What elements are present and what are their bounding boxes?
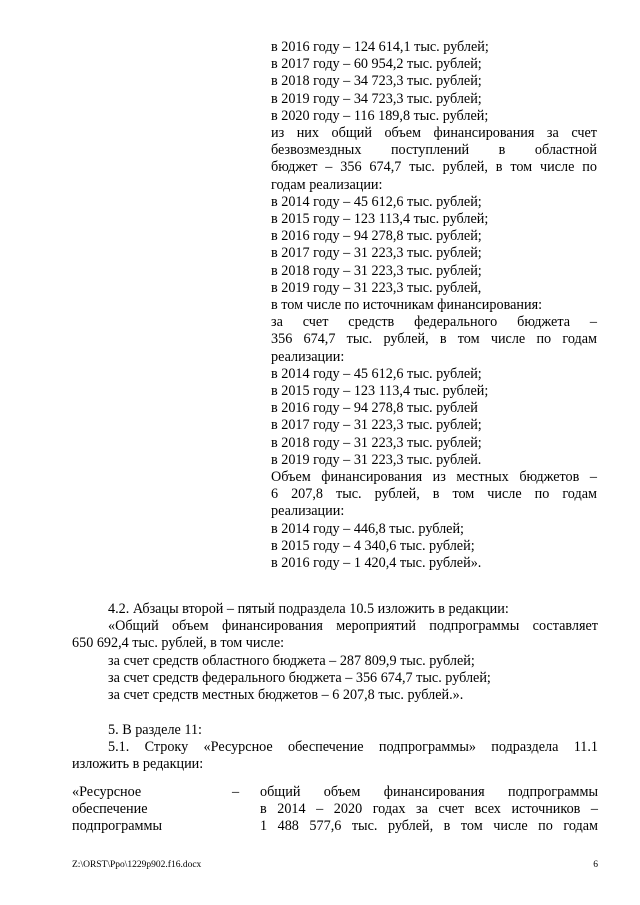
text-line: бюджет – 356 674,7 тыс. рублей, в том числе по: [271, 159, 597, 176]
paragraph-line: 650 692,4 тыс. рублей, в том числе:: [72, 635, 285, 652]
section-heading: 4.2. Абзацы второй – пятый подраздела 10.5 изложить в редакции:: [108, 601, 509, 617]
section-5: [72, 722, 598, 774]
text-line: в 2017 году – 60 954,2 тыс. рублей;: [271, 56, 482, 73]
text-line: в 2018 году – 31 223,3 тыс. рублей;: [271, 434, 482, 451]
text-line: годам реализации:: [271, 176, 383, 193]
value-line: общий объем финансирования подпрограммы: [260, 784, 598, 800]
text-line: в 2016 году – 94 278,8 тыс. рублей: [271, 400, 478, 417]
separator-dash: –: [232, 784, 240, 800]
paragraph-line: изложить в редакции:: [72, 756, 204, 773]
text-line: в 2017 году – 31 223,3 тыс. рублей;: [271, 417, 482, 434]
text-line: 6 207,8 тыс. рублей, в том числе по годам: [271, 486, 597, 503]
section-4-2: [72, 601, 598, 704]
row-label: [72, 784, 192, 836]
text-line: в 2016 году – 94 278,8 тыс. рублей;: [271, 228, 482, 245]
text-line: Объем финансирования из местных бюджетов –: [271, 469, 597, 486]
value-line: в 2014 – 2020 годах за счет всех источников –: [260, 801, 598, 818]
row-value: [260, 784, 598, 836]
funding-details-column: [271, 39, 597, 572]
file-path: Z:\ORST\Ppo\1229p902.f16.docx: [72, 860, 202, 870]
text-line: в 2019 году – 31 223,3 тыс. рублей.: [271, 451, 482, 468]
text-line: в 2018 году – 34 723,3 тыс. рублей;: [271, 73, 482, 90]
label-line: «Ресурсное: [72, 784, 142, 800]
text-line: в 2015 году – 4 340,6 тыс. рублей;: [271, 537, 475, 554]
text-line: в 2019 году – 31 223,3 тыс. рублей,: [271, 279, 482, 296]
value-line: 1 488 577,6 тыс. рублей, в том числе по годам: [260, 818, 598, 835]
text-line: за счет средств федерального бюджета –: [271, 314, 597, 331]
label-line: подпрограммы: [72, 818, 162, 835]
text-line: реализации:: [271, 503, 345, 520]
list-item: за счет средств областного бюджета – 287 809,9 тыс. рублей;: [108, 652, 475, 669]
paragraph-line: 5.1. Строку «Ресурсное обеспечение подпрограммы» подраздела 11.1: [108, 739, 598, 756]
label-line: обеспечение: [72, 801, 148, 818]
page-number: 6: [593, 860, 598, 870]
text-line: в 2020 году – 116 189,8 тыс. рублей;: [271, 107, 489, 124]
paragraph-line: «Общий объем финансирования мероприятий подпрограммы составляет: [108, 618, 598, 635]
text-line: реализации:: [271, 348, 345, 365]
text-line: из них общий объем финансирования за счет: [271, 125, 597, 142]
list-item: за счет средств федерального бюджета – 356 674,7 тыс. рублей;: [108, 669, 491, 686]
section-heading: 5. В разделе 11:: [108, 722, 202, 738]
text-line: в 2014 году – 446,8 тыс. рублей;: [271, 520, 464, 537]
text-line: 356 674,7 тыс. рублей, в том числе по годам: [271, 331, 597, 348]
text-line: в 2014 году – 45 612,6 тыс. рублей;: [271, 365, 482, 382]
text-line: в 2015 году – 123 113,4 тыс. рублей;: [271, 211, 489, 228]
text-line: безвозмездных поступлений в областной: [271, 142, 597, 159]
text-line: в 2016 году – 1 420,4 тыс. рублей».: [271, 555, 482, 572]
text-line: в 2018 году – 31 223,3 тыс. рублей;: [271, 262, 482, 279]
text-line: в 2019 году – 34 723,3 тыс. рублей;: [271, 90, 482, 107]
list-item: за счет средств местных бюджетов – 6 207,8 тыс. рублей.».: [108, 687, 464, 704]
text-line: в том числе по источникам финансирования:: [271, 297, 543, 314]
text-line: в 2015 году – 123 113,4 тыс. рублей;: [271, 383, 489, 400]
text-line: в 2017 году – 31 223,3 тыс. рублей;: [271, 245, 482, 262]
text-line: в 2014 году – 45 612,6 тыс. рублей;: [271, 193, 482, 210]
text-line: в 2016 году – 124 614,1 тыс. рублей;: [271, 39, 489, 55]
